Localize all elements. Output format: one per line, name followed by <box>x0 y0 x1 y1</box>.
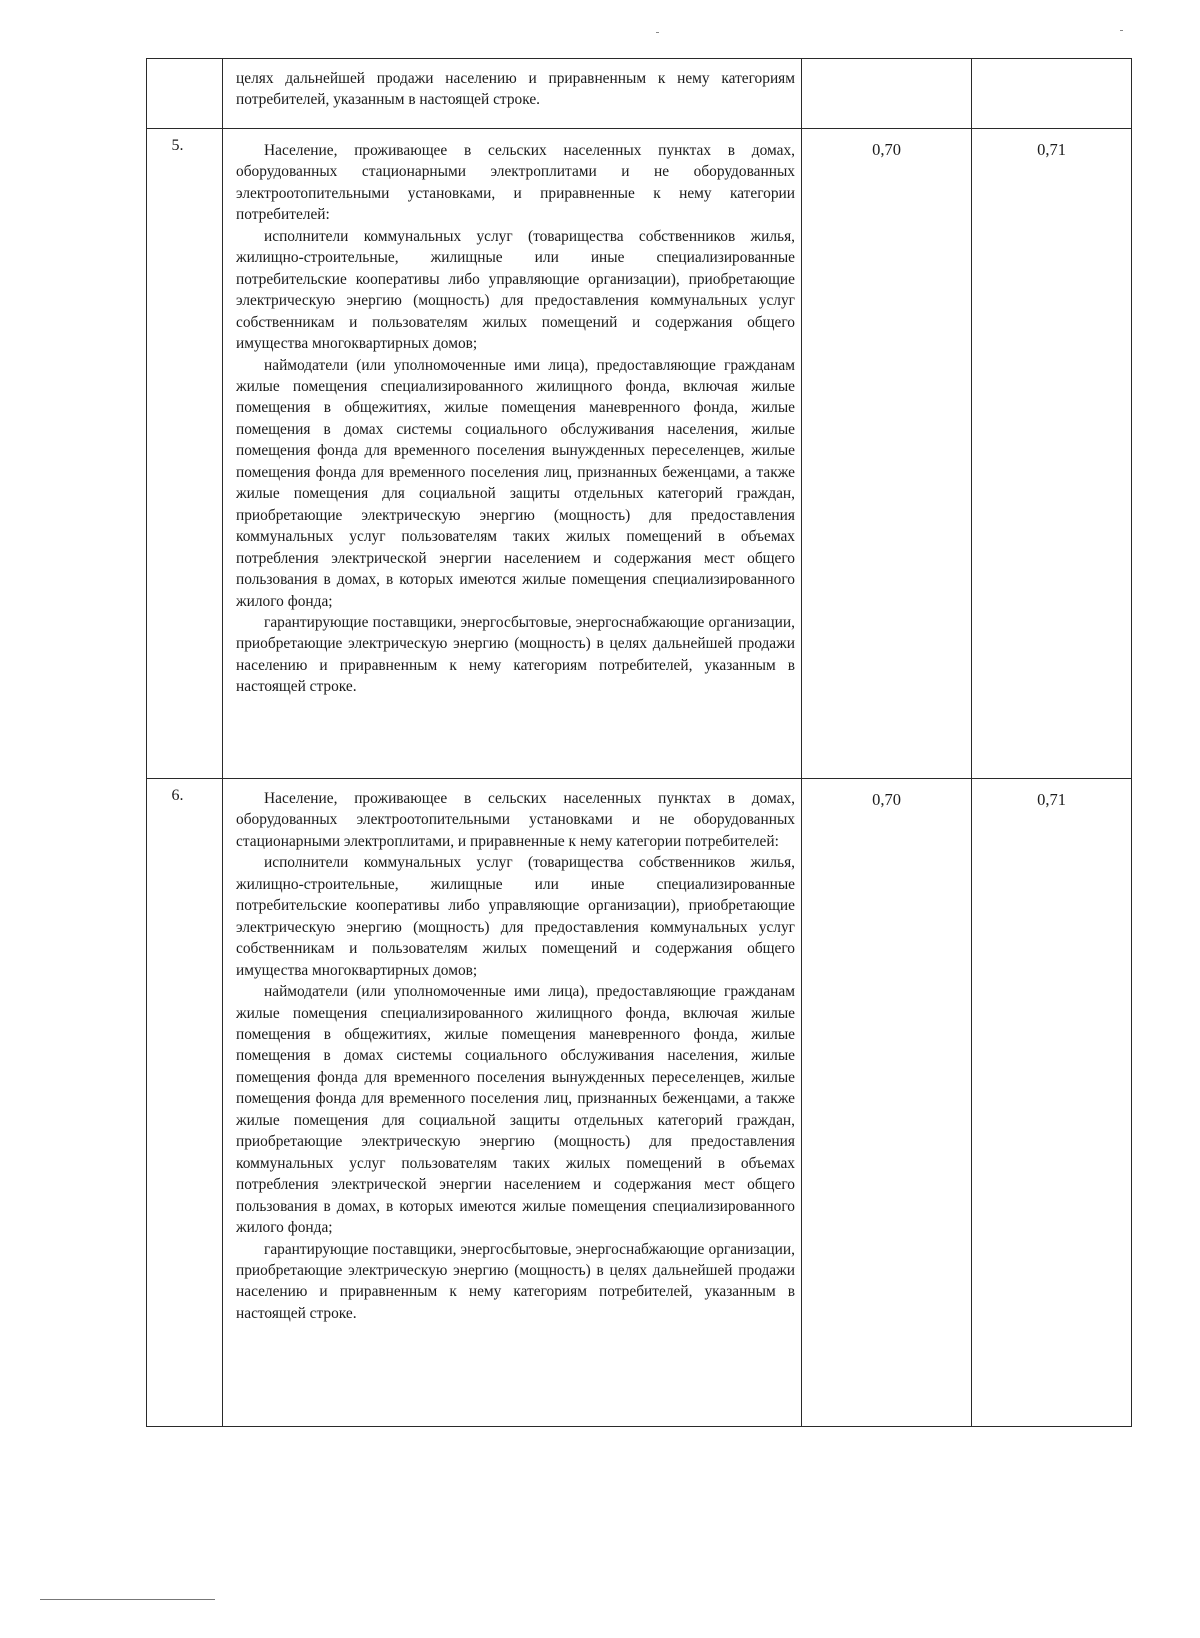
description-paragraph: Население, проживающее в сельских населенных пунктах в домах, оборудованных стационарными электроплитами и не оборудованных электроотопительными установками, и приравненные к нему категории потребителей: <box>236 142 795 224</box>
table-row-continuation <box>147 59 1132 129</box>
description-paragraph: целях дальнейшей продажи населению и приравненным к нему категориям потребителей, указанным в настоящей строке. <box>236 70 795 109</box>
tariff-table <box>146 58 1132 1427</box>
row-description-cell <box>223 59 802 129</box>
tariff-value-2: 0,71 <box>972 779 1132 1427</box>
scan-speck <box>656 32 659 33</box>
footer-rule <box>40 1599 215 1600</box>
table-row <box>147 129 1132 779</box>
description-paragraph: исполнители коммунальных услуг (товарищества собственников жилья, жилищно-строительные, жилищные или иные специализированные потребительские кооперативы либо управляющие организации), приобретающие электрическую энергию (мощность) для предоставления коммунальных услуг собственникам и пользователям жилых помещений и содержания общего имущества многоквартирных домов; <box>236 227 795 353</box>
description-paragraph: гарантирующие поставщики, энергосбытовые, энергоснабжающие организации, приобретающие электрическую энергию (мощность) в целях дальнейшей продажи населению и приравненным к нему категориям потребителей, указанным в настоящей строке. <box>236 1240 795 1322</box>
description-paragraph: Население, проживающее в сельских населенных пунктах в домах, оборудованных электроотопительными установками и не оборудованных стационарными электроплитами, и приравненные к нему категории потребителей: <box>236 790 795 850</box>
row-number: 6. <box>147 779 223 1427</box>
row-number-cell <box>147 59 223 129</box>
value-cell-2 <box>972 59 1132 129</box>
description-paragraph: исполнители коммунальных услуг (товарищества собственников жилья, жилищно-строительные, жилищные или иные специализированные потребительские кооперативы либо управляющие организации), приобретающие электрическую энергию (мощность) для предоставления коммунальных услуг собственникам и пользователям жилых помещений и содержания общего имущества многоквартирных домов; <box>236 854 795 979</box>
table-row <box>147 779 1132 1427</box>
tariff-value-1: 0,70 <box>802 129 972 779</box>
scan-speck <box>1120 30 1123 31</box>
tariff-value-2: 0,71 <box>972 129 1132 779</box>
description-paragraph: наймодатели (или уполномоченные ими лица), предоставляющие гражданам жилые помещения специализированного жилищного фонда, включая жилые помещения в общежитиях, жилые помещения маневренного фонда, жилые помещения в домах системы социального обслуживания населения, жилые помещения фонда для временного поселения вынужденных переселенцев, жилые помещения фонда для временного поселения лиц, признанных беженцами, а также жилые помещения для социальной защиты отдельных категорий граждан, приобретающие электрическую энергию (мощность) для предоставления коммунальных услуг пользователям таких жилых помещений в объемах потребления электрической энергии населением и содержания мест общего пользования в домах, в которых имеются жилые помещения специализированного жилого фонда; <box>236 983 795 1237</box>
row-description-cell <box>223 129 802 779</box>
description-paragraph: наймодатели (или уполномоченные ими лица), предоставляющие гражданам жилые помещения специализированного жилищного фонда, включая жилые помещения в общежитиях, жилые помещения маневренного фонда, жилые помещения в домах системы социального обслуживания населения, жилые помещения фонда для временного поселения вынужденных переселенцев, жилые помещения фонда для временного поселения лиц, признанных беженцами, а также жилые помещения для социальной защиты отдельных категорий граждан, приобретающие электрическую энергию (мощность) для предоставления коммунальных услуг пользователям таких жилых помещений в объемах потребления электрической энергии населением и содержания мест общего пользования в домах, в которых имеются жилые помещения специализированного жилого фонда; <box>236 356 795 610</box>
tariff-value-1: 0,70 <box>802 779 972 1427</box>
row-description-cell <box>223 779 802 1427</box>
value-cell-1 <box>802 59 972 129</box>
description-paragraph: гарантирующие поставщики, энергосбытовые, энергоснабжающие организации, приобретающие электрическую энергию (мощность) в целях дальнейшей продажи населению и приравненным к нему категориям потребителей, указанным в настоящей строке. <box>236 613 795 696</box>
row-number: 5. <box>147 129 223 779</box>
